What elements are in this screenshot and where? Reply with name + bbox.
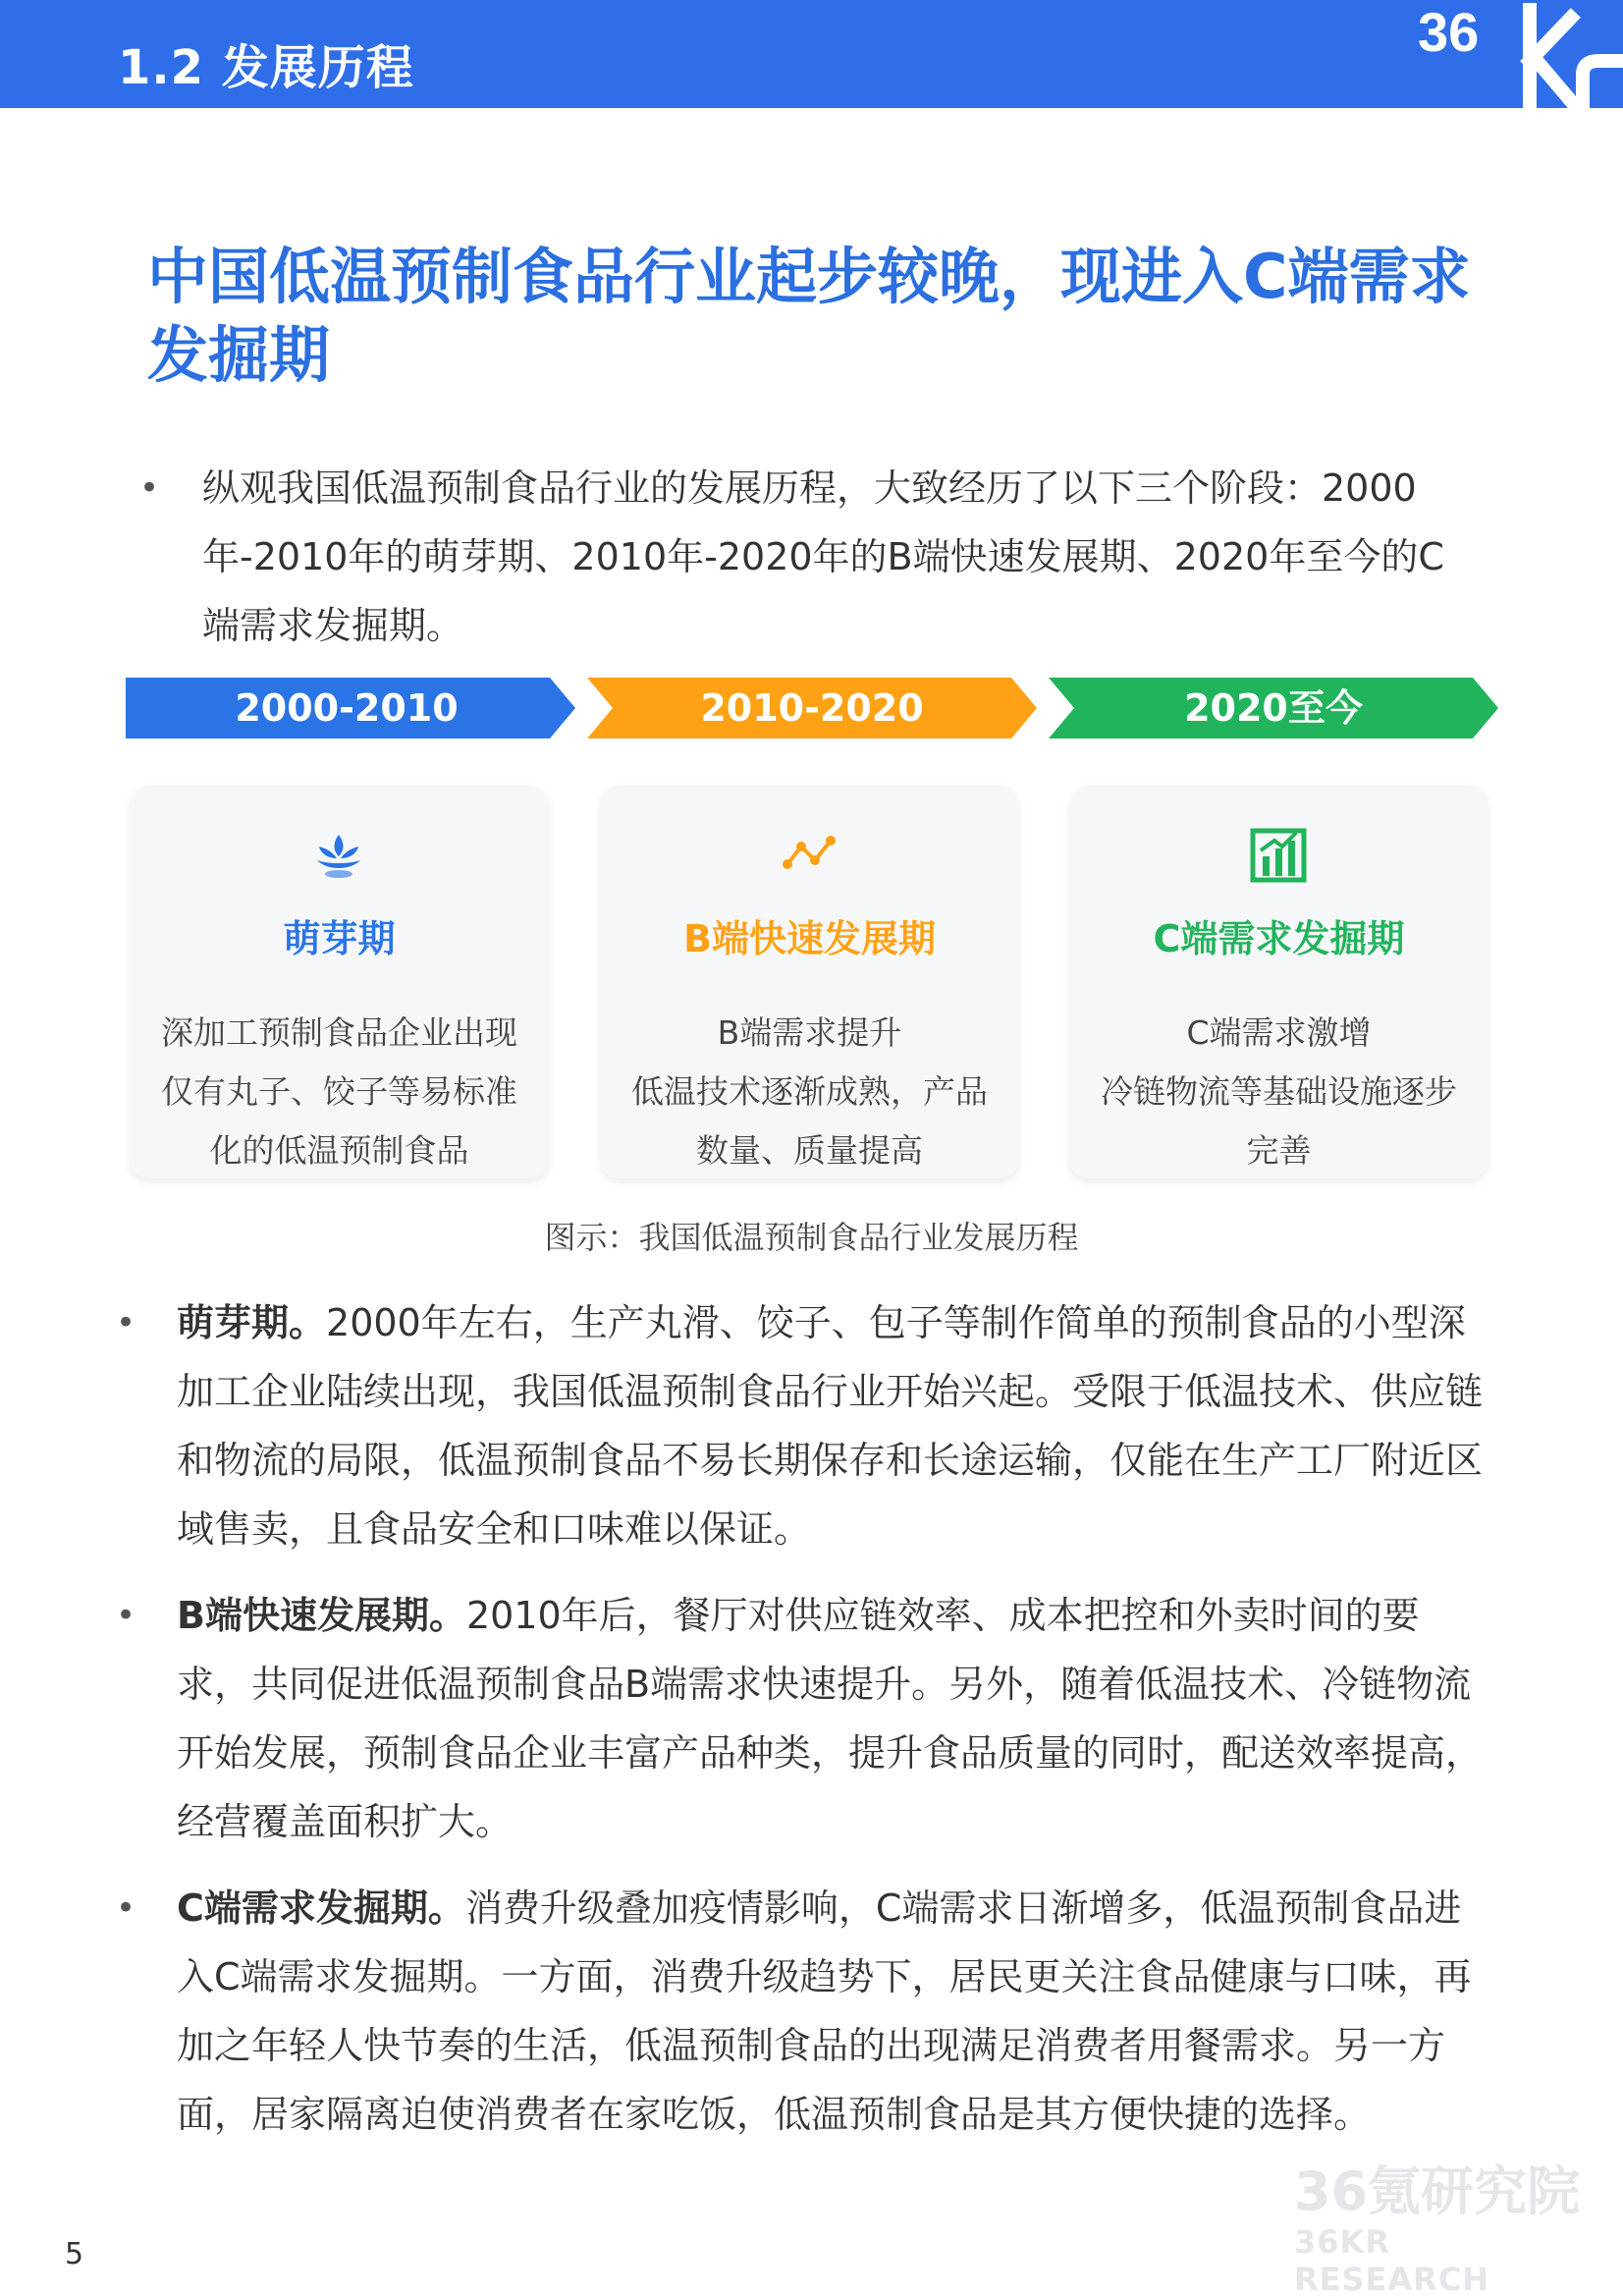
phase-name-3: C端需求发掘期 [1153, 917, 1405, 960]
page-title: 中国低温预制食品行业起步较晚，现进入C端需求发掘期 [147, 241, 1471, 391]
intro-text: 纵观我国低温预制食品行业的发展历程，大致经历了以下三个阶段：2000年-2010年的萌芽期、2010年-2020年的B端快速发展期、2020年至今的C端需求发掘期。 [202, 466, 1444, 647]
paragraph-text [177, 1874, 1490, 2149]
phase-card-3 [1070, 786, 1488, 1178]
bullet-dot: • [139, 468, 160, 508]
36kr-logo [1414, 0, 1623, 108]
watermark [1294, 2160, 1589, 2296]
header-bar [0, 0, 1623, 108]
lotus-icon [309, 825, 368, 884]
phase-desc-line: 仅有丸子、饺子等易标准 [161, 1072, 517, 1111]
phase-name-2: B端快速发展期 [683, 917, 936, 960]
phase-desc-line: 深加工预制食品企业出现 [161, 1013, 517, 1052]
section-title: 1.2 发展历程 [118, 40, 414, 95]
paragraph-body: 2010年后，餐厅对供应链效率、成本把控和外卖时间的要求，共同促进低温预制食品B端需求快速提升。另外，随着低温技术、冷链物流开始发展，预制食品企业丰富产品种类，提升食品质量的同时，配送效率提高，经营覆盖面积扩大。 [177, 1594, 1484, 1843]
phase-card-1 [131, 786, 548, 1178]
bullet-dot: • [116, 1596, 136, 1635]
paragraph-lead: B端快速发展期。 [177, 1594, 466, 1637]
paragraph-lead: C端需求发掘期。 [177, 1886, 465, 1930]
timeline-period-3: 2020至今 [1184, 686, 1363, 730]
phase-desc-line: C端需求激增 [1186, 1013, 1372, 1052]
phase-desc-line: 完善 [1246, 1131, 1312, 1170]
phase-desc-line: B端需求提升 [717, 1013, 902, 1052]
timeline [0, 678, 1623, 738]
paragraph-text [177, 1288, 1490, 1563]
bullet-dot: • [116, 1303, 136, 1342]
phase-desc-line: 低温技术逐渐成熟，产品 [631, 1072, 988, 1111]
paragraph-body: 消费升级叠加疫情影响，C端需求日渐增多，低温预制食品进入C端需求发掘期。一方面，消费升级趋势下，居民更关注食品健康与口味，再加之年轻人快节奏的生活，低温预制食品的出现满足消费者用餐需求。另一方面，居家隔离迫使消费者在家吃饭，低温预制食品是其方便快捷的选择。 [177, 1886, 1472, 2136]
paragraph-body: 2000年左右，生产丸滑、饺子、包子等制作简单的预制食品的小型深加工企业陆续出现，我国低温预制食品行业开始兴起。受限于低温技术、供应链和物流的局限，低温预制食品不易长期保存和长途运输，仅能在生产工厂附近区域售卖，且食品安全和口味难以保证。 [177, 1301, 1484, 1551]
watermark-en: 36KR RESEARCH [1294, 2223, 1490, 2296]
phase-name-1: 萌芽期 [283, 917, 396, 960]
logo-text-36: 36 [1418, 1, 1480, 63]
trend-line-icon [780, 825, 839, 884]
timeline-period-2: 2010-2020 [700, 686, 924, 730]
phase-desc-3 [1070, 1004, 1488, 1180]
timeline-period-1: 2000-2010 [235, 686, 459, 730]
paragraph-lead: 萌芽期。 [177, 1301, 327, 1344]
phase-desc-1 [131, 1004, 548, 1180]
watermark-cn: 36氪研究院 [1294, 2160, 1581, 2222]
phase-card-2 [601, 786, 1018, 1178]
bullet-dot: • [116, 1888, 136, 1928]
page-number: 5 [65, 2237, 84, 2271]
phase-desc-line: 冷链物流等基础设施逐步 [1101, 1072, 1457, 1111]
bar-chart-icon [1249, 825, 1308, 884]
phase-desc-line: 化的低温预制食品 [209, 1131, 469, 1170]
figure-caption: 图示：我国低温预制食品行业发展历程 [544, 1219, 1079, 1256]
phase-desc-line: 数量、质量提高 [696, 1131, 923, 1170]
phase-desc-2 [601, 1004, 1018, 1180]
paragraph-text [177, 1581, 1490, 1856]
